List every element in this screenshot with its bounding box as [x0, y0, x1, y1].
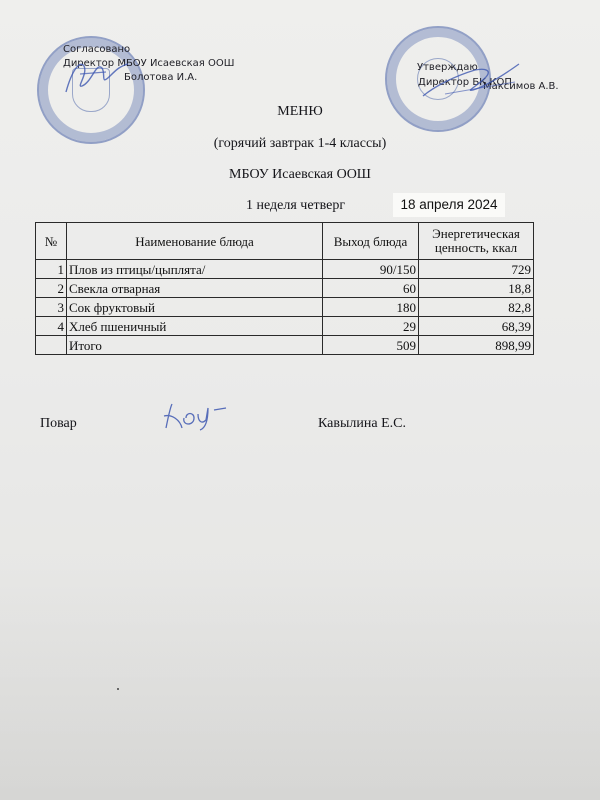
paper-speck: [117, 688, 119, 690]
approval-right-name: Максимов А.В.: [483, 81, 559, 92]
header-energy: Энергетическая ценность, ккал: [419, 223, 534, 260]
row-output: 29: [323, 317, 419, 336]
row-energy: 68,39: [419, 317, 534, 336]
header-num: №: [36, 223, 67, 260]
table-row: [36, 317, 534, 336]
menu-subtitle: (горячий завтрак 1-4 классы): [213, 136, 387, 151]
approval-right-heading: Утверждаю: [417, 62, 478, 73]
approval-left-position: Директор МБОУ Исаевская ООШ: [63, 58, 235, 69]
week-day-label: 1 неделя четверг: [246, 198, 346, 213]
table-header-row: [36, 223, 534, 260]
row-energy: 18,8: [419, 279, 534, 298]
row-output: 180: [323, 298, 419, 317]
cook-label: Повар: [40, 416, 77, 431]
table-row: [36, 279, 534, 298]
row-dish-name: Хлеб пшеничный: [67, 317, 323, 336]
approval-left-name: Болотова И.А.: [124, 72, 198, 83]
row-output: 60: [323, 279, 419, 298]
row-energy: 82,8: [419, 298, 534, 317]
table-row: [36, 260, 534, 279]
cook-signature: [160, 398, 230, 434]
row-dish-name: Плов из птицы/цыплята/: [67, 260, 323, 279]
row-num: 3: [36, 298, 67, 317]
date-label: 18 апреля 2024: [393, 193, 505, 217]
table-total-row: [36, 336, 534, 355]
header-output: Выход блюда: [323, 223, 419, 260]
menu-title: МЕНЮ: [277, 104, 323, 119]
menu-table: [35, 222, 534, 355]
row-num: 2: [36, 279, 67, 298]
total-energy: 898,99: [419, 336, 534, 355]
table-row: [36, 298, 534, 317]
school-name: МБОУ Исаевская ООШ: [229, 167, 371, 182]
approval-right-position: Директор БК КОП: [418, 77, 512, 88]
row-energy: 729: [419, 260, 534, 279]
total-num-empty: [36, 336, 67, 355]
total-output: 509: [323, 336, 419, 355]
total-label: Итого: [67, 336, 323, 355]
row-output: 90/150: [323, 260, 419, 279]
page-shadow: [0, 560, 600, 800]
row-dish-name: Сок фруктовый: [67, 298, 323, 317]
row-dish-name: Свекла отварная: [67, 279, 323, 298]
row-num: 4: [36, 317, 67, 336]
approval-left-heading: Согласовано: [63, 44, 131, 55]
row-num: 1: [36, 260, 67, 279]
cook-name: Кавылина Е.С.: [318, 416, 406, 431]
header-name: Наименование блюда: [67, 223, 323, 260]
